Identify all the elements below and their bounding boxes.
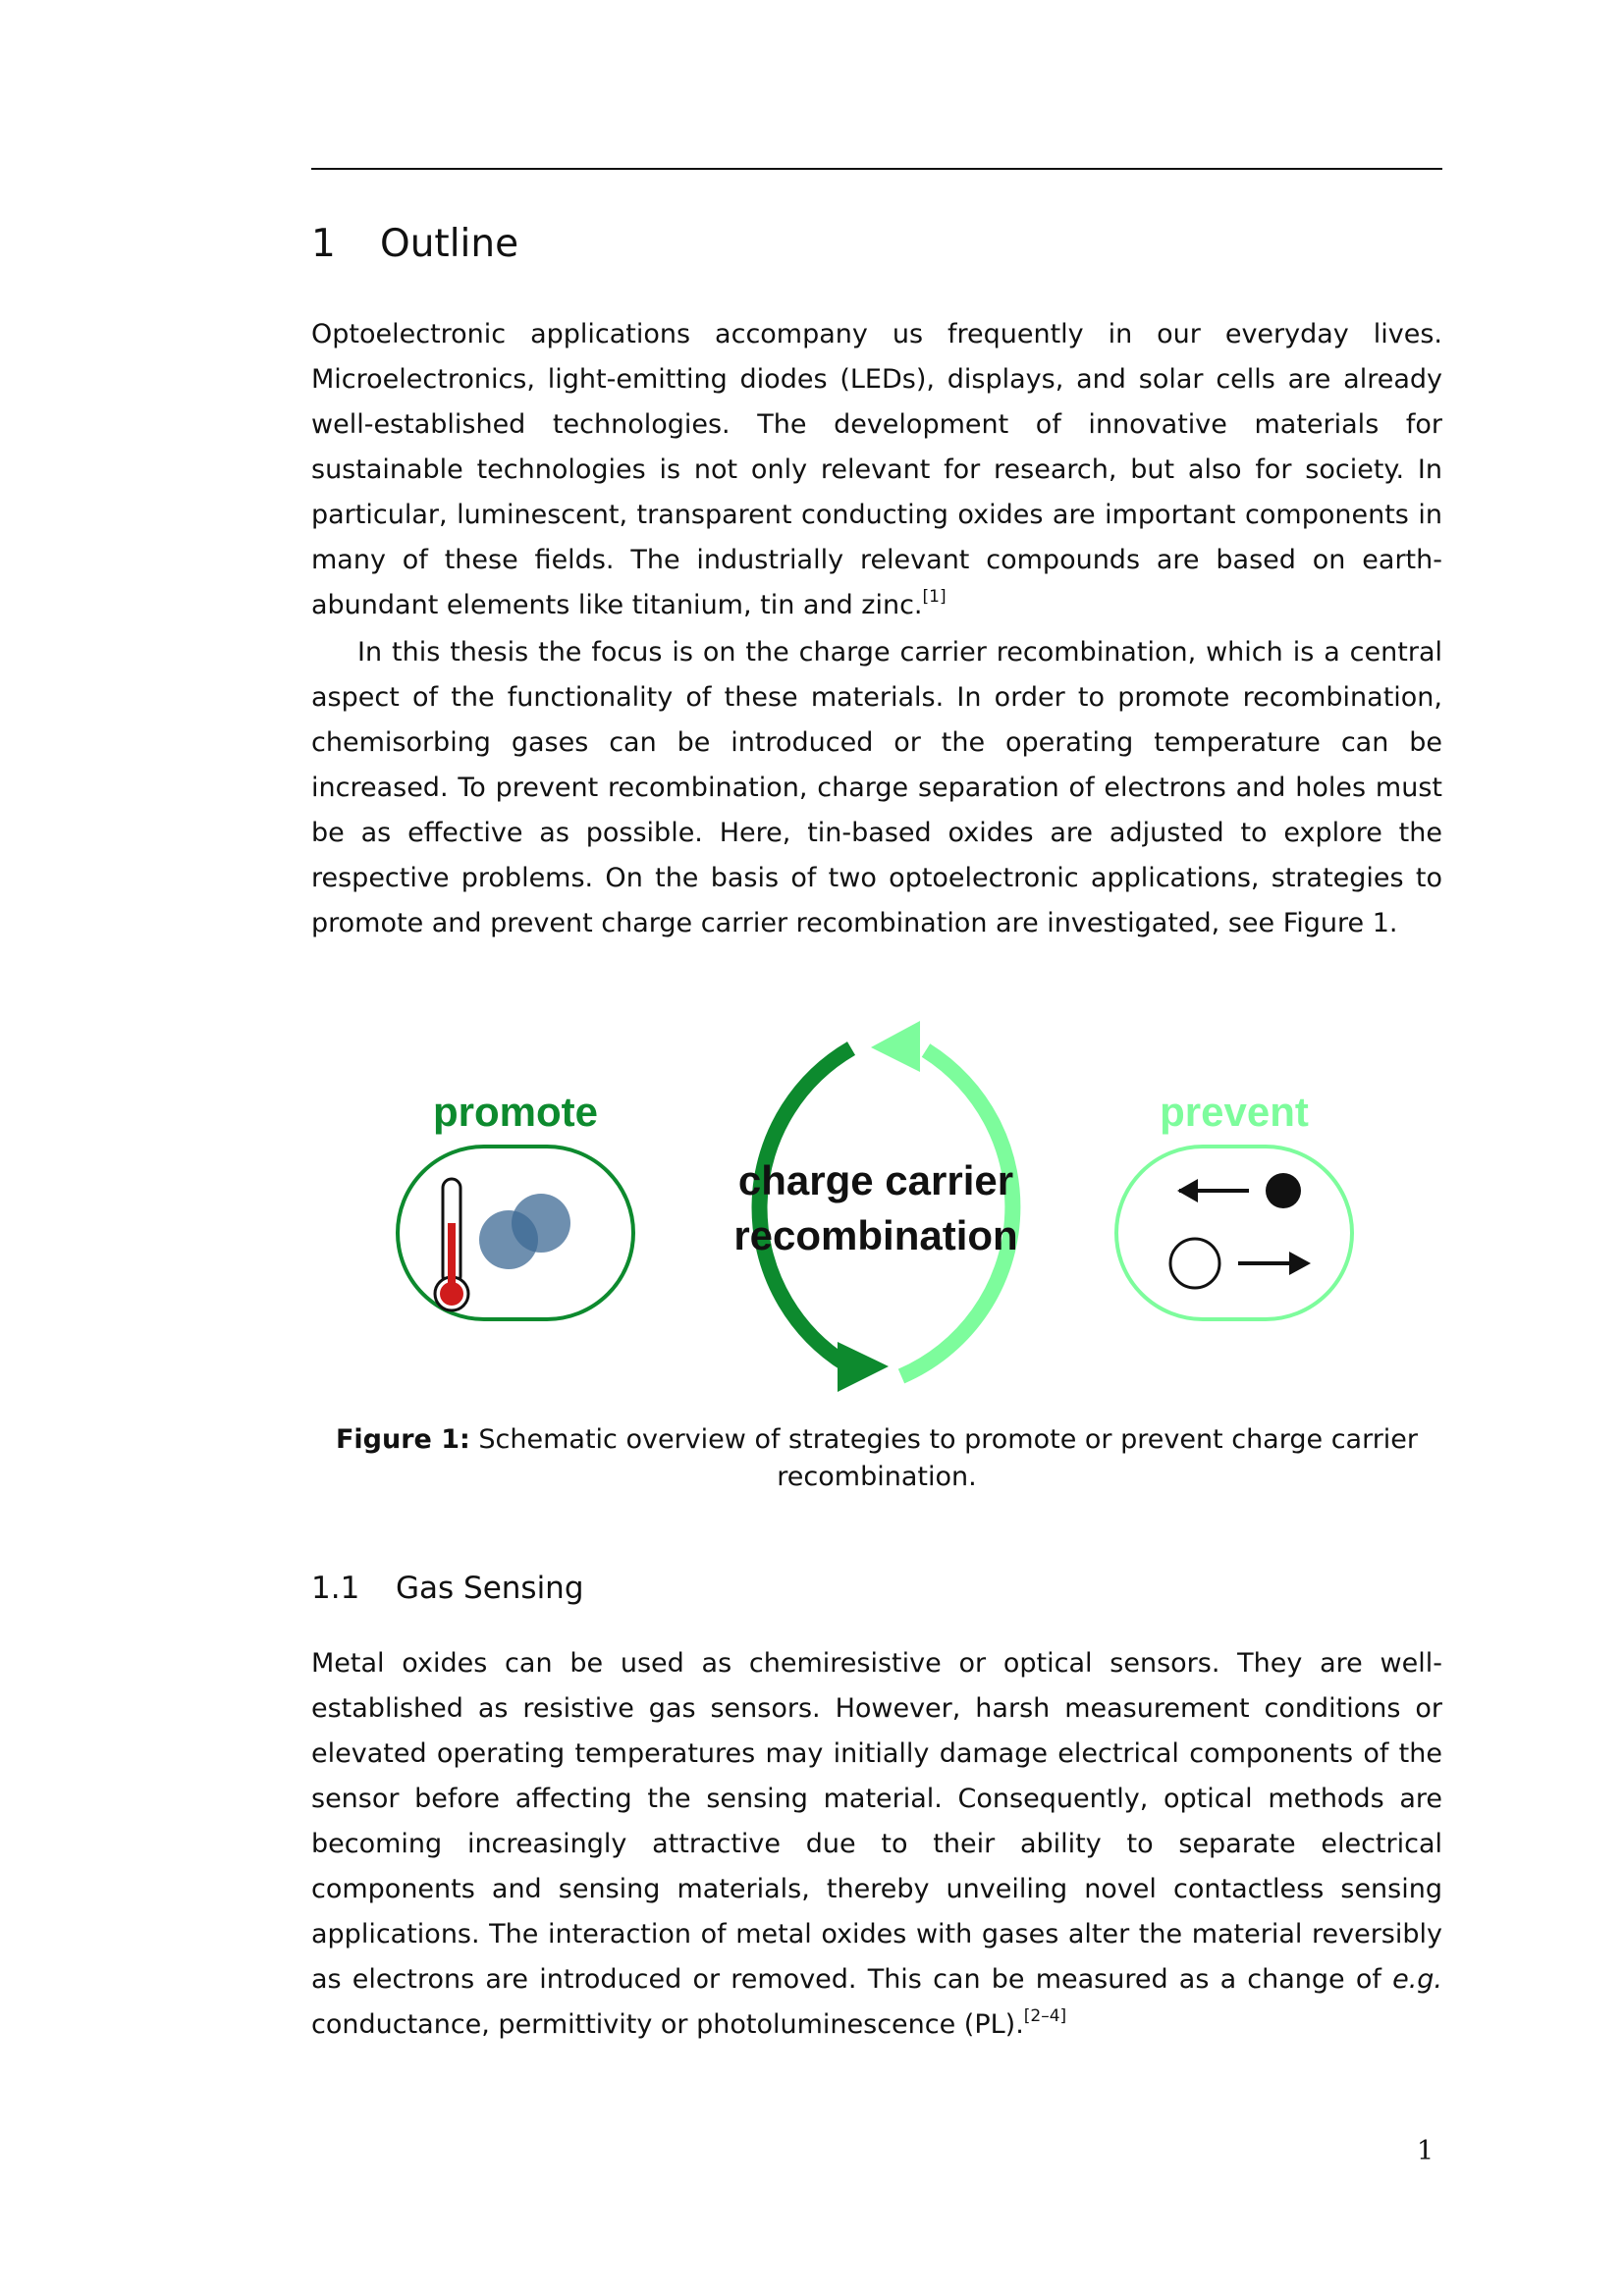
hole-right-arrow-icon (1170, 1239, 1311, 1288)
thermometer-icon (435, 1179, 468, 1310)
caption-text: Schematic overview of strategies to promote or prevent charge carrier recombination. (478, 1424, 1419, 1492)
electron-left-arrow-icon (1177, 1173, 1301, 1208)
paragraph-3-text-a: Metal oxides can be used as chemiresistive or optical sensors. They are well-established as resistive gas sensors. However, harsh measurement conditions or elevated operating temperatures may initially damage electrical components of the sensor before affecting the sensing material. Consequently, optical methods are becoming increasingly attractive due to their ability to separate electrical components and sensing materials, thereby unveiling novel contactless sensing applications. The interaction of metal oxides with gases alter the material reversibly as electrons are introduced or removed. This can be measured as a change of (311, 1648, 1442, 1995)
subsection-title: Gas Sensing (396, 1571, 584, 1606)
prevent-box (1116, 1147, 1352, 1319)
section-number: 1 (311, 222, 336, 266)
paragraph-2 (311, 630, 1442, 946)
paragraph-1 (311, 312, 1442, 628)
overlapping-particles-icon (479, 1194, 570, 1269)
paragraph-3-text-b: conductance, permittivity or photoluminescence (PL). (311, 2009, 1024, 2040)
center-label-line1: charge carrier (737, 1157, 1014, 1203)
header-rule (311, 168, 1442, 170)
promote-label: promote (433, 1089, 598, 1135)
figure-1 (311, 1011, 1442, 1404)
paragraph-2-text: In this thesis the focus is on the charge carrier recombination, which is a central aspect of the functionality of these materials. In order to promote recombination, chemisorbing gases can be introduced or the operating temperature can be increased. To prevent recombination, charge separation of electrons and holes must be as effective as possible. Here, tin-based oxides are adjusted to explore the respective problems. On the basis of two optoelectronic applications, strategies to promote and prevent charge carrier recombination are investigated, see Figure 1. (311, 637, 1442, 938)
center-label-line2: recombination (733, 1212, 1018, 1258)
caption-label: Figure 1: (335, 1424, 470, 1455)
prevent-label: prevent (1160, 1089, 1309, 1135)
section-title: Outline (380, 222, 519, 266)
subsection-heading (311, 1571, 584, 1606)
section-heading (311, 222, 518, 266)
paragraph-1-text: Optoelectronic applications accompany us frequently in our everyday lives. Microelectronics, light-emitting diodes (LEDs), displays, and solar cells are already well-established technologies. The development of innovative materials for sustainable technologies is not only relevant for research, but also for society. In particular, luminescent, transparent conducting oxides are important components in many of these fields. The industrially relevant compounds are based on earth-abundant elements like titanium, tin and zinc. (311, 319, 1442, 620)
citation-2-4[interactable]: [2–4] (1023, 2006, 1067, 2026)
prevent-arrow-head (871, 1021, 920, 1072)
paragraph-3-italic: e.g. (1392, 1964, 1442, 1995)
promote-arrow-head (838, 1342, 889, 1392)
citation-1[interactable]: [1] (922, 587, 947, 607)
figure-1-caption (311, 1421, 1442, 1496)
page-number: 1 (1417, 2136, 1435, 2166)
promote-arrow-arc (760, 1048, 851, 1364)
subsection-number: 1.1 (311, 1571, 360, 1606)
figure-1-schematic (311, 1011, 1442, 1404)
paragraph-3 (311, 1641, 1442, 2048)
